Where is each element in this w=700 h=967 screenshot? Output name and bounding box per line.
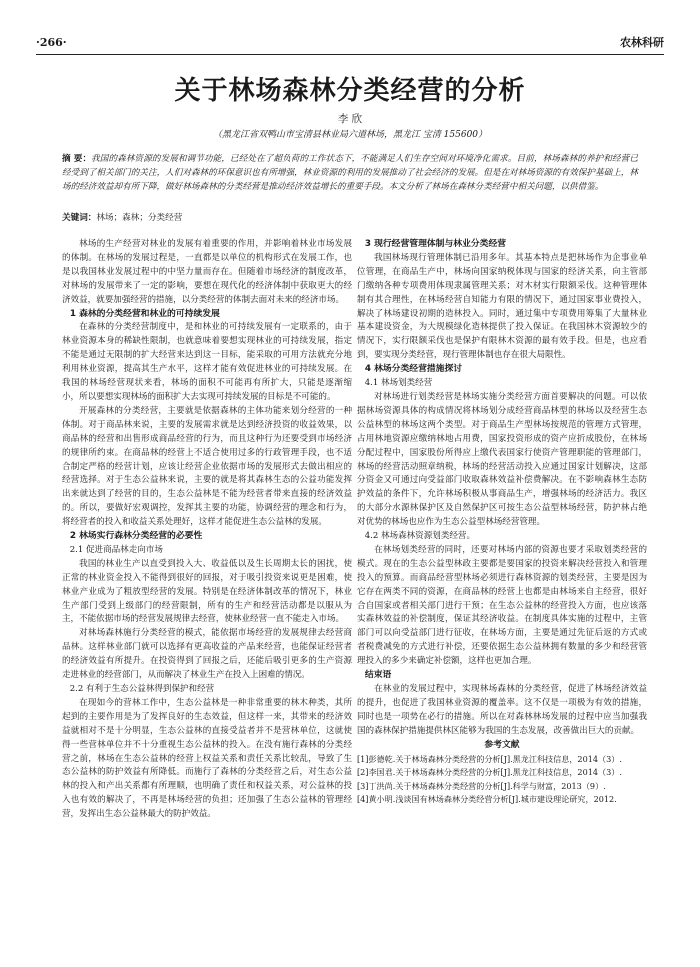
section-heading: 3 现行经营管理体制与林业分类经营 (364, 239, 507, 249)
section-heading: 1 森林的分类经营和林业的可持续发展 (69, 308, 220, 319)
reference-item: [2]李国君.关于林场森林分类经营的分析[J].黑龙江科技信息，2014（3）. (357, 767, 622, 778)
section-heading: 结束语 (364, 670, 392, 681)
reference-item: [3]丁洪尚.关于林场森林分类经营的分析[J].科学与财富，2013（9）. (357, 780, 606, 791)
page-number: ·266· (36, 36, 67, 49)
section-heading: 4 林场分类经营措施探讨 (364, 364, 463, 375)
subsection-heading: 4.1 林场划类经营 (364, 378, 433, 389)
subsection-heading: 4.2 林场森林资源划类经营。 (364, 531, 476, 542)
reference-item: [1]彭德乾.关于林场森林分类经营的分析[J].黑龙江科技信息，2014（3）. (357, 753, 622, 764)
affiliation: （黑龙江省双鸭山市宝清县林业局六道林场，黑龙江 宝清 155600） (212, 130, 488, 140)
article-title: 关于林场森林分类经营的分析 (174, 76, 526, 106)
abstract-text: 我国的森林资源的发展和调节功能，已经处在了超负荷的工作状态下，不能满足人们生存空间对环境净化需求。目前，林场森林的养护和经营已经受到了相关部门的关注，人们对森林的环保意识也有所增强，林业资源的利用的发展推动了社会经济的发展。但是在对林场资源的有效保护基础上，林场的经济效益却有所下降，做好林场森林的分类经营是推动经济效益增长的重要手段。本文分析了林场在森林分类经营中相关问题，以供借鉴。 (62, 154, 638, 193)
body-paragraph: 对林场森林施行分类经营的模式，能依据市场经营的发展规律去经营商品林。这样林业部门就可以选择有更高收益的产品来经营，也能保证经营者的经济效益有所提升。在投资得到了回报之后，还能后吸引更多的生产资源走进林业的经营部门，从而解决了林业生产在投入上困难的情况。 (62, 628, 352, 681)
body-paragraph: 开展森林的分类经营，主要就是依据森林的主体功能来划分经营的一种体制。对于商品林来说，主要的发展需求就是达到经济投资的收益效果，以商品林的经营和出售形成商品经营的行为，而且这种行为还要受到市场经济的规律所约束。在商品林的经营上不适合使用过多的行政管理手段，也不适合制定严格的经营计划，应该让经营企业依据市场的发展形式去做出相应的经营选择。对于生态公益林来说，主要的就是将其森林生态的公益功能发挥出来就达到了经营的目的，生态公益林是不能为经营者带来直接的经济效益的。所以，要做好宏观调控，发挥其主要的功能，协调经营的理念和行为，将经营者的投入和收益关系处理好，这样才能促进生态公益林的发展。 (62, 405, 352, 528)
running-header (36, 32, 664, 52)
body-paragraph: 在林业的发展过程中，实现林场森林的分类经营，促进了林场经济效益的提升，也促进了我国林业资源的覆盖率。这不仅是一项极为有效的措施，同时也是一项势在必行的措施。所以在对森林林场发展的过程中应当加强我国的森林保护措施提供林区能够为我国的生态发展，改善做出巨大的贡献。 (357, 684, 647, 736)
author: 李 欣 (337, 113, 363, 125)
header-rule (36, 54, 664, 55)
body-paragraph: 我国林场现行管理体制已沿用多年。其基本特点是把林场作为企事业单位管理，在商品生产中，林场向国家纳税体现与国家的经济关系，向主管部门缴纳各种专项费用体现隶属管理关系；对木材实行限额采伐。这种管理体制有其合理性，在林场经营自知能力有限的情况下，通过国家事业费投入，解决了林场建设初期的造林投入。同时，通过集中专项费用筹集了大量林业基本建设资金，为大规模绿化造林提供了投入保证。在我国林木资源较少的情况下，实行限额采伐也是保护有限林木资源的最有效手段。但是，也应看到，要实现分类经营，现行管理体制也存在很大局限性。 (357, 252, 647, 361)
reference-item: [4]黄小明.浅谈国有林场森林分类经营分析[J].城市建设理论研究，2012. (357, 794, 617, 805)
body-paragraph: 在森林的分类经营制度中，是和林业的可持续发展有一定联系的，由于林业资源本身的稀缺性限制，也就意味着要想实现林业的可持续发展，指定不能是通过无限制的扩大经营来达到这一目标，能采取的可用方法就充分地利用林业资源，提高其生产水平，这样才能有效促进林业的可持续发展。在我国的林场经营现状来看，林场的面积不可能再有所扩大，只能是逐渐缩小，所以要想实现林场的面积扩大去实现可持续发展的目标是不可能的。 (62, 322, 352, 402)
body-paragraph: 在林场划类经营的同时，还要对林场内部的资源也要才采取划类经营的模式。现在的生态公益型林政主要都是要国家的投资来解决经营投入和管理投入的预算。而商品经营型林场必须进行森林资源的划类经营，主要是因为它存在两类不同的资源，在商品林的经营上也都是由林场来自主经营，很好合自国家或者相关部门进行干预；在生态公益林的经营投入方面，也应该落实森林效益的补偿制度，保证其经济收益。在制度具体实施的过程中，主管部门可以向受益部门进行征收，在林场方面，主要是通过先征后返的方式或者税费减免的方式进行补偿，还要依据生态公益林拥有数量的多少和经营管理投入的多少来确定补偿额，这样也更加合理。 (357, 544, 647, 667)
keywords (62, 211, 638, 223)
right-column (357, 238, 647, 807)
subsection-heading: 2.1 促进商品林走向市场 (69, 544, 163, 555)
body-paragraph: 在现如今的营林工作中，生态公益林是一种非常重要的林木种类，其所起到的主要作用是为了发挥良好的生态效益，但这样一来，其带来的经济效益就相对不是十分明显，生态公益林的直接受益者并不是营林单位，这就使得一些营林单位并不十分重视生态公益林的投入。在没有施行森林的分类经营之前，林场在生态公益林的经营上权益关系和责任关系比较乱，导致了生态公益林的防护效益有所降低。而施行了森林的分类经营之后，对生态公益林的投入和产出关系都有所理顺，也明确了责任和权益关系，对公益林的投入也有效的解决了，不再是林场经营的负担；还加强了生态公益林的管理经营，发挥出生态公益林最大的防护效益。 (62, 697, 352, 820)
body-paragraph: 我国的林业生产以直受到投入大、收益低以及生长周期太长的困扰，使正常的林业资金投入不能得到很好的回报，对于吸引投资来说更是困难，使林业产业成为了粗放型经营的发展。特别是在经济体制改革的情况下，林业生产部门受到上级部门的经营限制，所有的生产和经营活动都是以服从为主，不能依据市场的经营发展规律去经营，使林业经营一直不能走入市场。 (62, 558, 352, 625)
section-heading: 2 林场实行森林分类经营的必要性 (69, 531, 203, 542)
body-paragraph: 林场的生产经营对林业的发展有着重要的作用，并影响着林业市场发展的体制。在林场的发展过程是，一直都是以单位的机构形式在发展工作，也是以我国林业发展过程中的中坚力量而存在。但随着市场经济的制度改革，对林场的发展带来了一定的影响，要想在现代化的经济体制中获取更大的经济效益，就要加强经营的措施，以分类经营的体制去面对未来的经济市场。 (62, 239, 352, 305)
left-column (62, 238, 352, 822)
keywords-label: 关键词： (62, 213, 97, 223)
abstract (62, 152, 638, 195)
body-paragraph: 对林场进行划类经营是林场实施分类经营方面首要解决的问题。可以依据林场资源具体的构成情况将林场划分成经营商品林型的林场以及经营生态公益林型的林场这两个类型。对于商品生产型林场按规范的管理方式管理，占用林地资源应缴纳林地占用费，国家投资形成的资产应折成股份，在林场分配过程中，国家股份所得应上缴代表国家行使资产管理职能的管理部门，林场的经营活动照章纳税，林场的经营活动投入应通过国家计划解决，这部分资金又可通过向受益部门收取森林效益补偿费解决。在不影响森林生态防护效益的条件下，允许林场积极从事商品生产，增强林场的经济活力。我区的大部分水源林保护区及自然保护区可按生态公益型林场经营，防护林占绝对优势的林场也应作为生态公益型林场经营管理。 (357, 391, 647, 528)
keywords-text: 林场；森林；分类经营 (96, 213, 183, 223)
subsection-heading: 2.2 有利于生态公益林得到保护和经营 (69, 684, 215, 694)
references-heading: 参考文献 (484, 739, 520, 750)
journal-name: 农林科研 (620, 36, 664, 49)
abstract-label: 摘 要： (62, 154, 92, 164)
